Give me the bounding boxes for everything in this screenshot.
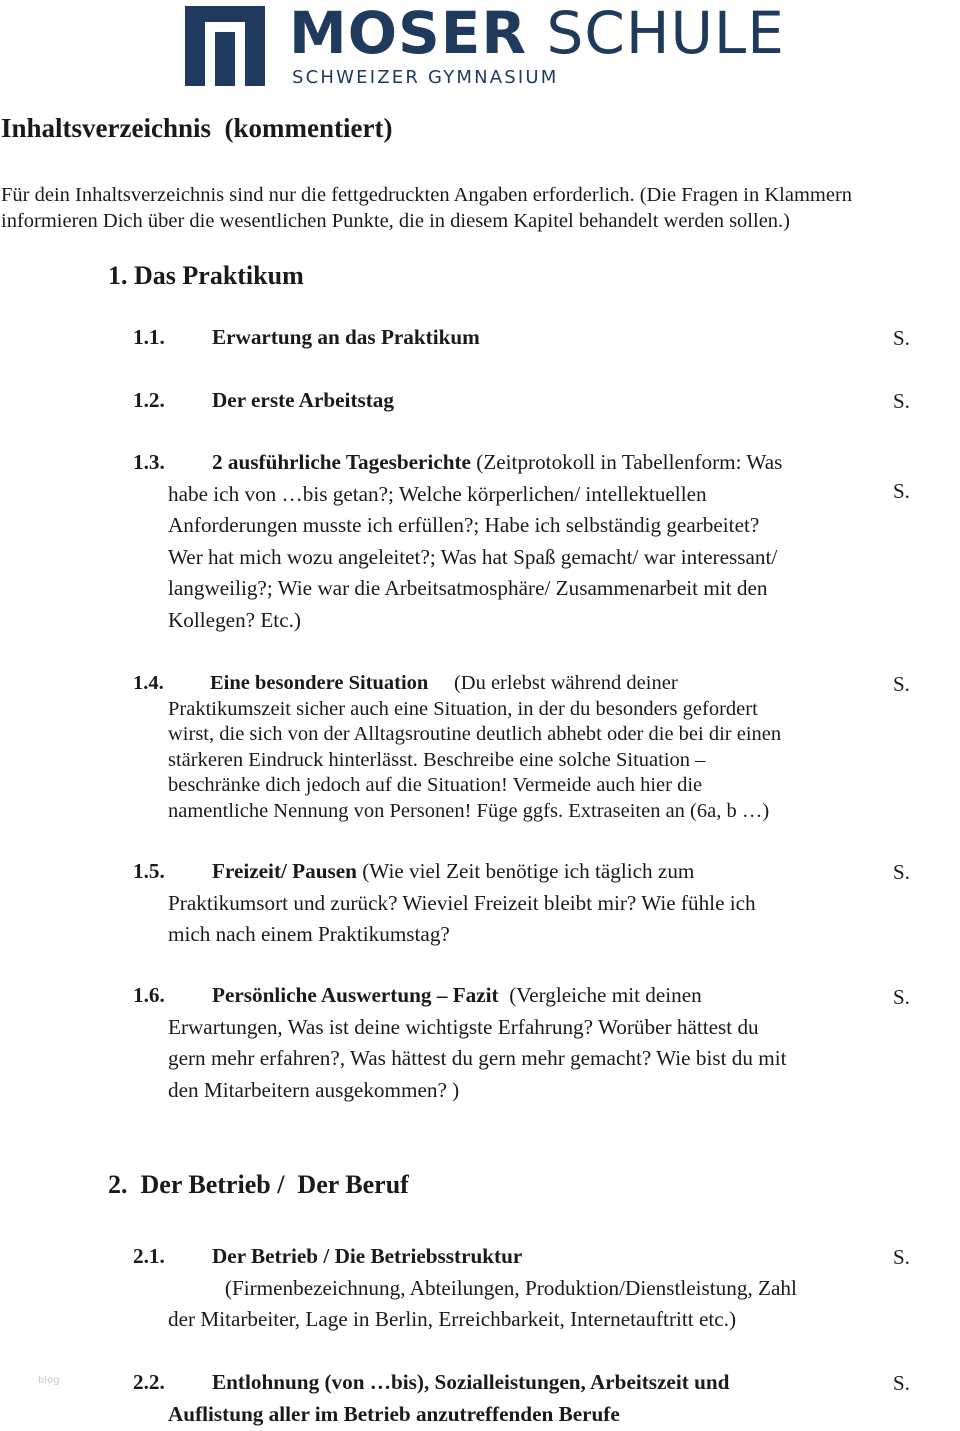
page-number: S. [893, 985, 910, 1009]
entry-description-line: habe ich von …bis getan?; Welche körperlichen/ intellektuellen [168, 481, 707, 506]
section-number: 2. [108, 1170, 128, 1199]
entry-number: 1.3. [133, 450, 165, 474]
entry-description-line: stärkeren Eindruck hinterlässt. Beschreibe eine solche Situation – [168, 748, 706, 771]
entry-heading [212, 322, 480, 354]
entry-title: Der erste Arbeitstag [212, 388, 394, 412]
intro-line: Für dein Inhaltsverzeichnis sind nur die fettgedruckten Angaben erforderlich. (Die Fragen in Klammern [1, 184, 853, 206]
entry-title: Der Betrieb / Die Betriebsstruktur [212, 1244, 523, 1268]
entry-title: 2 ausführliche Tagesberichte [212, 450, 471, 474]
page-number: S. [893, 1371, 910, 1395]
entry-heading [212, 856, 694, 888]
entry-title: Freizeit/ Pausen [212, 859, 357, 883]
entry-heading [212, 385, 394, 417]
toc-entry [133, 856, 873, 952]
entry-heading [212, 447, 782, 479]
entry-description: (Vergleiche mit deinen [498, 983, 702, 1007]
logo-word-schule: SCHULE [546, 0, 785, 67]
entry-description-line: gern mehr erfahren?, Was hättest du gern mehr gemacht? Wie bist du mit [168, 1046, 787, 1070]
page-title: Inhaltsverzeichnis (kommentiert) [1, 113, 393, 143]
entry-number: 1.4. [133, 672, 164, 694]
entry-heading [210, 671, 678, 697]
entry-description-line: Erwartungen, Was ist deine wichtigste Erfahrung? Worüber hättest du [168, 1014, 759, 1039]
toc-entry [133, 447, 873, 637]
entry-title: Erwartung an das Praktikum [212, 325, 480, 349]
toc-entry [133, 980, 873, 1108]
toc-entry [133, 322, 873, 354]
intro-line: informieren Dich über die wesentlichen Punkte, die in diesem Kapitel behandelt werden sollen.) [1, 210, 790, 232]
page-number: S. [893, 479, 910, 503]
entry-description-line: Praktikumszeit sicher auch eine Situation, in der du besonders gefordert [168, 697, 758, 720]
section-title: Der Betrieb / Der Beruf [140, 1170, 409, 1199]
logo-subtitle: SCHWEIZER GYMNASIUM [292, 67, 559, 88]
toc-entry [133, 1241, 873, 1337]
toc-entry [133, 385, 873, 417]
section-number: 1. [108, 261, 128, 290]
logo-mark-icon [185, 6, 265, 86]
page-number: S. [893, 389, 910, 413]
entry-description-line: der Mitarbeiter, Lage in Berlin, Erreichbarkeit, Internetauftritt etc.) [168, 1307, 737, 1331]
entry-title-continuation: Auflistung aller im Betrieb anzutreffenden Berufe [168, 1401, 620, 1426]
school-logo [185, 0, 805, 88]
entry-description-line: namentliche Nennung von Personen! Füge ggfs. Extraseiten an (6a, b …) [168, 799, 770, 822]
entry-title: Eine besondere Situation [210, 672, 429, 694]
entry-number: 1.6. [133, 983, 165, 1007]
watermark: blog [38, 1375, 60, 1386]
logo-title [289, 0, 785, 68]
page-number: S. [893, 860, 910, 884]
toc-entry [133, 1367, 873, 1431]
entry-number: 1.5. [133, 859, 165, 883]
entry-description-line: langweilig?; Wie war die Arbeitsatmosphäre/ Zusammenarbeit mit den [168, 576, 768, 600]
entry-description: (Du erlebst während deiner [428, 672, 678, 694]
logo-word-moser: MOSER [289, 0, 528, 67]
section-title: Das Praktikum [134, 261, 304, 290]
entry-heading [212, 1241, 522, 1273]
section-heading [108, 261, 304, 291]
entry-number: 2.1. [133, 1244, 165, 1268]
entry-description-line: beschränke dich jedoch auf die Situation! Vermeide auch hier die [168, 774, 703, 796]
page-number: S. [893, 326, 910, 350]
entry-heading [212, 980, 702, 1012]
entry-description: (Wie viel Zeit benötige ich täglich zum [356, 859, 695, 883]
entry-description-line: wirst, die sich von der Alltagsroutine deutlich abhebt oder die bei dir einen [168, 723, 782, 745]
entry-heading [212, 1367, 729, 1399]
page-number: S. [893, 1245, 910, 1269]
entry-description-line: (Firmenbezeichnung, Abteilungen, Produktion/Dienstleistung, Zahl [209, 1275, 797, 1300]
entry-title: Persönliche Auswertung – Fazit [212, 983, 499, 1007]
entry-description-line: Kollegen? Etc.) [168, 607, 301, 632]
entry-description: (Zeitprotokoll in Tabellenform: Was [470, 450, 783, 474]
page-number: S. [893, 672, 910, 696]
entry-description-line: mich nach einem Praktikumstag? [168, 922, 450, 946]
section-heading [108, 1170, 409, 1200]
entry-description-line: Wer hat mich wozu angeleitet?; Was hat Spaß gemacht/ war interessant/ [168, 544, 778, 569]
entry-description-line: den Mitarbeitern ausgekommen? ) [168, 1077, 460, 1102]
entry-description-line: Praktikumsort und zurück? Wieviel Freizeit bleibt mir? Wie fühle ich [168, 890, 756, 915]
entry-number: 1.2. [133, 388, 165, 412]
toc-entry [133, 671, 873, 831]
entry-description-line: Anforderungen musste ich erfüllen?; Habe ich selbständig gearbeitet? [168, 513, 760, 537]
entry-title: Entlohnung (von …bis), Sozialleistungen, Arbeitszeit und [212, 1370, 730, 1394]
intro-paragraph [1, 182, 960, 234]
entry-number: 2.2. [133, 1370, 165, 1394]
entry-number: 1.1. [133, 325, 165, 349]
